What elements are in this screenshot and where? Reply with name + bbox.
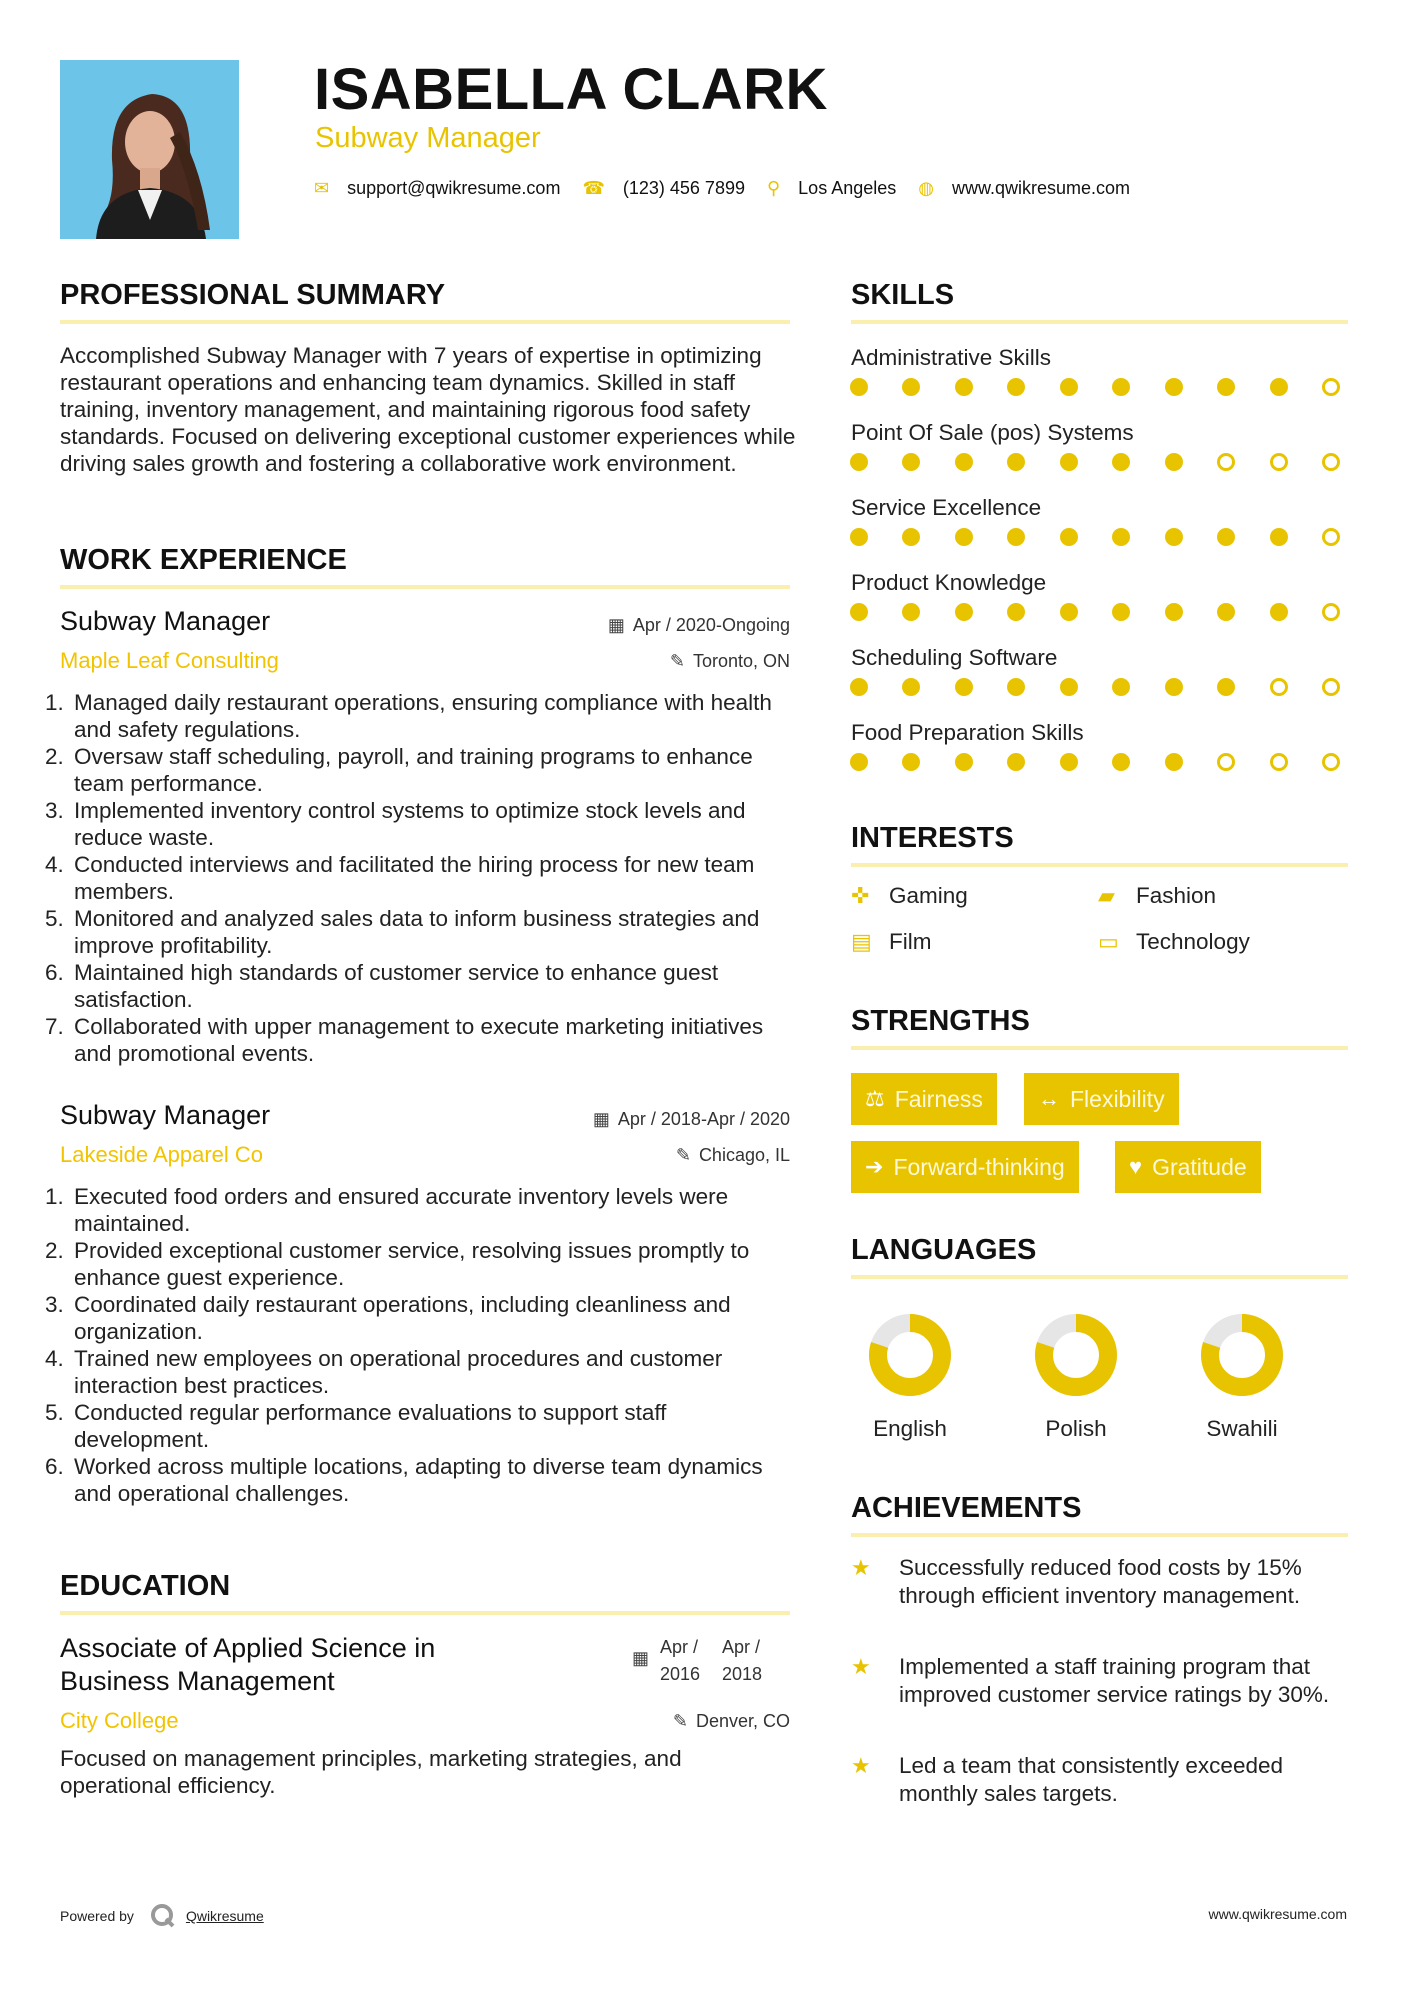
- strength-fairness: [851, 1073, 997, 1125]
- job-1-dates: [608, 615, 790, 636]
- language-proficiency-ring: [1016, 1305, 1136, 1405]
- rating-dot-empty: [1217, 753, 1235, 771]
- languages-divider: [851, 1275, 1348, 1279]
- rating-dot-filled: [1060, 603, 1078, 621]
- rating-dot-filled: [902, 378, 920, 396]
- rating-dot-empty: [1322, 453, 1340, 471]
- language-polish: [1016, 1305, 1136, 1455]
- candidate-title: Subway Manager: [315, 122, 541, 154]
- skill-rating: [850, 528, 1340, 546]
- education-location: [673, 1711, 790, 1732]
- skill-row: [851, 415, 1351, 490]
- rating-dot-filled: [902, 678, 920, 696]
- skill-row: [851, 640, 1351, 715]
- achievement-text: Successfully reduced food costs by 15% through efficient inventory management.: [899, 1555, 1302, 1608]
- skill-name: Point Of Sale (pos) Systems: [851, 420, 1134, 445]
- achievement-item: [851, 1554, 1351, 1610]
- map-pin-icon: ⚲: [766, 178, 781, 198]
- arrows-horizontal-icon: ↔: [1038, 1086, 1060, 1111]
- language-label: Polish: [1045, 1416, 1107, 1441]
- summary-divider: [60, 320, 790, 324]
- education-description: Focused on management principles, marketing strategies, and operational efficiency.: [60, 1746, 682, 1798]
- interest-label: Technology: [1136, 929, 1250, 954]
- rating-dot-filled: [1217, 678, 1235, 696]
- interests-heading: INTERESTS: [851, 822, 1014, 854]
- rating-dot-filled: [902, 753, 920, 771]
- list-item: 4. Trained new employees on operational procedures and customer interaction best practices.: [70, 1345, 802, 1399]
- footer-powered-by: [60, 1903, 264, 1929]
- envelope-icon: ✉: [314, 178, 330, 198]
- rating-dot-filled: [850, 753, 868, 771]
- language-label: English: [873, 1416, 947, 1441]
- education-divider: [60, 1611, 790, 1615]
- interest-fashion: [1098, 883, 1216, 909]
- rating-dot-filled: [1270, 603, 1288, 621]
- rating-dot-filled: [850, 453, 868, 471]
- rating-dot-empty: [1322, 378, 1340, 396]
- skill-rating: [850, 753, 1340, 771]
- rating-dot-filled: [955, 378, 973, 396]
- list-item: 5. Monitored and analyzed sales data to inform business strategies and improve profitability.: [70, 905, 802, 959]
- rating-dot-filled: [1007, 678, 1025, 696]
- interests-divider: [851, 863, 1348, 867]
- interest-gaming: [851, 883, 968, 909]
- job-2-company: Lakeside Apparel Co: [60, 1142, 264, 1167]
- rating-dot-filled: [1007, 528, 1025, 546]
- rating-dot-filled: [955, 453, 973, 471]
- languages-heading: LANGUAGES: [851, 1234, 1037, 1266]
- rating-dot-filled: [1112, 678, 1130, 696]
- list-item: 3. Coordinated daily restaurant operations, including cleanliness and organization.: [70, 1291, 802, 1345]
- rating-dot-filled: [1007, 453, 1025, 471]
- rating-dot-filled: [1007, 378, 1025, 396]
- star-badge-icon: ★: [851, 1753, 871, 1778]
- calendar-icon: ▦: [607, 615, 625, 635]
- rating-dot-empty: [1270, 753, 1288, 771]
- rating-dot-filled: [1060, 378, 1078, 396]
- job-2-title: Subway Manager: [60, 1100, 271, 1130]
- list-item: 2. Provided exceptional customer service, resolving issues promptly to enhance guest experience.: [70, 1237, 802, 1291]
- achievement-text: Implemented a staff training program that improved customer service ratings by 30%.: [899, 1654, 1330, 1707]
- job-1-bullets: [52, 689, 802, 1067]
- education-school: City College: [60, 1708, 179, 1733]
- language-label: Swahili: [1206, 1416, 1278, 1441]
- rating-dot-filled: [902, 453, 920, 471]
- rating-dot-filled: [955, 528, 973, 546]
- rating-dot-filled: [1165, 528, 1183, 546]
- job-2-dates-text: Apr / 2018-Apr / 2020: [617, 1109, 790, 1129]
- list-item: 1. Executed food orders and ensured accurate inventory levels were maintained.: [70, 1183, 802, 1237]
- language-proficiency-ring: [850, 1305, 970, 1405]
- education-end: Apr / 2018: [722, 1637, 763, 1684]
- skill-row: [851, 340, 1351, 415]
- strength-label: Forward-thinking: [893, 1153, 1065, 1180]
- arrow-right-icon: ➔: [865, 1154, 884, 1179]
- rating-dot-filled: [1217, 378, 1235, 396]
- job-1-location: [670, 651, 790, 672]
- rating-dot-empty: [1322, 753, 1340, 771]
- rating-dot-filled: [955, 678, 973, 696]
- job-2-bullets: [52, 1183, 802, 1507]
- rating-dot-filled: [1165, 678, 1183, 696]
- interest-label: Fashion: [1136, 883, 1217, 908]
- achievement-text: Led a team that consistently exceeded monthly sales targets.: [899, 1753, 1283, 1806]
- rating-dot-empty: [1270, 678, 1288, 696]
- rating-dot-filled: [1217, 603, 1235, 621]
- contact-phone[interactable]: (123) 456 7899: [622, 178, 745, 198]
- achievements-divider: [851, 1533, 1348, 1537]
- education-dates: [660, 1634, 770, 1688]
- achievements-heading: ACHIEVEMENTS: [851, 1492, 1082, 1524]
- list-item: 6. Maintained high standards of customer service to enhance guest satisfaction.: [70, 959, 802, 1013]
- rating-dot-filled: [850, 378, 868, 396]
- list-item: 2. Oversaw staff scheduling, payroll, and training programs to enhance team performance.: [70, 743, 802, 797]
- rating-dot-filled: [1007, 603, 1025, 621]
- rating-dot-filled: [1217, 528, 1235, 546]
- calendar-icon: ▦: [592, 1109, 610, 1129]
- language-proficiency-ring: [1182, 1305, 1302, 1405]
- skill-row: [851, 565, 1351, 640]
- skill-rating: [850, 378, 1340, 396]
- skill-row: [851, 490, 1351, 565]
- achievement-item: [851, 1752, 1351, 1808]
- rating-dot-empty: [1322, 678, 1340, 696]
- language-swahili: [1182, 1305, 1302, 1455]
- rating-dot-filled: [1060, 753, 1078, 771]
- rating-dot-filled: [955, 603, 973, 621]
- rating-dot-filled: [1060, 678, 1078, 696]
- job-1-location-text: Toronto, ON: [692, 651, 790, 671]
- gamepad-icon: ✜: [851, 883, 870, 908]
- pushpin-icon: ✎: [672, 1711, 688, 1731]
- education-degree: Associate of Applied Science in Business Management: [60, 1633, 436, 1696]
- skill-name: Food Preparation Skills: [851, 720, 1084, 745]
- contact-bar: [314, 178, 1152, 199]
- summary-text: Accomplished Subway Manager with 7 years of expertise in optimizing restaurant operations and enhancing team dynamics. Skilled in staff training, inventory management, and maintaining rigorous food safety standards. Focused on delivering exceptional customer experiences while driving sales growth and fostering a collaborative work environment.: [60, 343, 796, 476]
- rating-dot-empty: [1217, 453, 1235, 471]
- rating-dot-filled: [850, 528, 868, 546]
- powered-by-label: Powered by: [60, 1908, 134, 1924]
- job-1-dates-text: Apr / 2020-Ongoing: [632, 615, 790, 635]
- rating-dot-filled: [850, 603, 868, 621]
- skills-heading: SKILLS: [851, 279, 955, 311]
- strength-gratitude: [1115, 1141, 1261, 1193]
- rating-dot-filled: [1165, 453, 1183, 471]
- job-1-title: Subway Manager: [60, 606, 271, 636]
- rating-dot-filled: [1165, 753, 1183, 771]
- job-2-dates: [593, 1109, 790, 1130]
- star-badge-icon: ★: [851, 1654, 871, 1679]
- rating-dot-filled: [1112, 753, 1130, 771]
- skill-row: [851, 715, 1351, 790]
- rating-dot-filled: [1060, 453, 1078, 471]
- balance-scale-icon: ⚖: [865, 1086, 885, 1111]
- education-heading: EDUCATION: [60, 1570, 231, 1602]
- pushpin-icon: ✎: [675, 1145, 691, 1165]
- strength-label: Fairness: [894, 1085, 983, 1112]
- pushpin-icon: ✎: [669, 651, 685, 671]
- rating-dot-filled: [1112, 528, 1130, 546]
- achievement-item: [851, 1653, 1351, 1709]
- rating-dot-filled: [1270, 528, 1288, 546]
- contact-website[interactable]: www.qwikresume.com: [951, 178, 1131, 198]
- strength-forward-thinking: [851, 1141, 1079, 1193]
- strength-label: Flexibility: [1070, 1085, 1165, 1112]
- rating-dot-filled: [1165, 603, 1183, 621]
- brand-link[interactable]: Qwikresume: [185, 1908, 264, 1924]
- skill-name: Product Knowledge: [851, 570, 1047, 595]
- rating-dot-filled: [1112, 603, 1130, 621]
- rating-dot-filled: [955, 753, 973, 771]
- list-item: 5. Conducted regular performance evaluations to support staff development.: [70, 1399, 802, 1453]
- skills-divider: [851, 320, 1348, 324]
- rating-dot-filled: [850, 678, 868, 696]
- heart-icon: ♥: [1129, 1154, 1143, 1179]
- rating-dot-filled: [902, 603, 920, 621]
- list-item: 6. Worked across multiple locations, adapting to diverse team dynamics and operational challenges.: [70, 1453, 802, 1507]
- list-item: 3. Implemented inventory control systems to optimize stock levels and reduce waste.: [70, 797, 802, 851]
- rating-dot-filled: [1165, 378, 1183, 396]
- contact-email[interactable]: support@qwikresume.com: [347, 178, 561, 198]
- skill-name: Administrative Skills: [851, 345, 1052, 370]
- rating-dot-filled: [1112, 453, 1130, 471]
- interest-label: Gaming: [889, 883, 968, 908]
- list-item: 4. Conducted interviews and facilitated the hiring process for new team members.: [70, 851, 802, 905]
- rating-dot-filled: [1112, 378, 1130, 396]
- rating-dot-empty: [1270, 453, 1288, 471]
- language-english: [850, 1305, 970, 1455]
- interest-technology: [1098, 929, 1250, 955]
- interest-label: Film: [889, 929, 932, 954]
- job-1-company: Maple Leaf Consulting: [60, 648, 279, 673]
- education-start: Apr / 2016: [660, 1637, 701, 1684]
- strength-flexibility: [1024, 1073, 1179, 1125]
- rating-dot-filled: [1270, 378, 1288, 396]
- phone-icon: ☎: [582, 178, 605, 198]
- film-icon: ▤: [851, 929, 872, 954]
- shopping-bag-icon: ▰: [1098, 883, 1115, 908]
- profile-photo-image: [60, 60, 239, 239]
- experience-heading: WORK EXPERIENCE: [60, 544, 347, 576]
- qwikresume-logo-icon: [150, 1903, 176, 1929]
- summary-heading: PROFESSIONAL SUMMARY: [60, 279, 446, 311]
- job-2-location: [676, 1145, 790, 1166]
- skill-rating: [850, 603, 1340, 621]
- footer-website[interactable]: www.qwikresume.com: [1208, 1906, 1347, 1922]
- candidate-name: ISABELLA CLARK: [314, 57, 828, 122]
- skill-rating: [850, 678, 1340, 696]
- strength-label: Gratitude: [1152, 1153, 1247, 1180]
- strengths-divider: [851, 1046, 1348, 1050]
- globe-icon: ◍: [918, 178, 934, 198]
- strengths-heading: STRENGTHS: [851, 1005, 1030, 1037]
- skills-list: [851, 340, 1351, 790]
- laptop-icon: ▭: [1098, 929, 1119, 954]
- list-item: 7. Collaborated with upper management to execute marketing initiatives and promotional events.: [70, 1013, 802, 1067]
- skill-rating: [850, 453, 1340, 471]
- rating-dot-empty: [1322, 528, 1340, 546]
- rating-dot-filled: [1060, 528, 1078, 546]
- education-location-text: Denver, CO: [695, 1711, 790, 1731]
- rating-dot-filled: [902, 528, 920, 546]
- rating-dot-empty: [1322, 603, 1340, 621]
- star-badge-icon: ★: [851, 1555, 871, 1580]
- calendar-icon: ▦: [632, 1648, 650, 1668]
- rating-dot-filled: [1007, 753, 1025, 771]
- job-2-location-text: Chicago, IL: [698, 1145, 790, 1165]
- skill-name: Scheduling Software: [851, 645, 1058, 670]
- interest-film: [851, 929, 931, 955]
- contact-location: Los Angeles: [798, 178, 897, 198]
- profile-photo: [60, 60, 239, 239]
- list-item: 1. Managed daily restaurant operations, ensuring compliance with health and safety regulations.: [70, 689, 802, 743]
- skill-name: Service Excellence: [851, 495, 1042, 520]
- experience-divider: [60, 585, 790, 589]
